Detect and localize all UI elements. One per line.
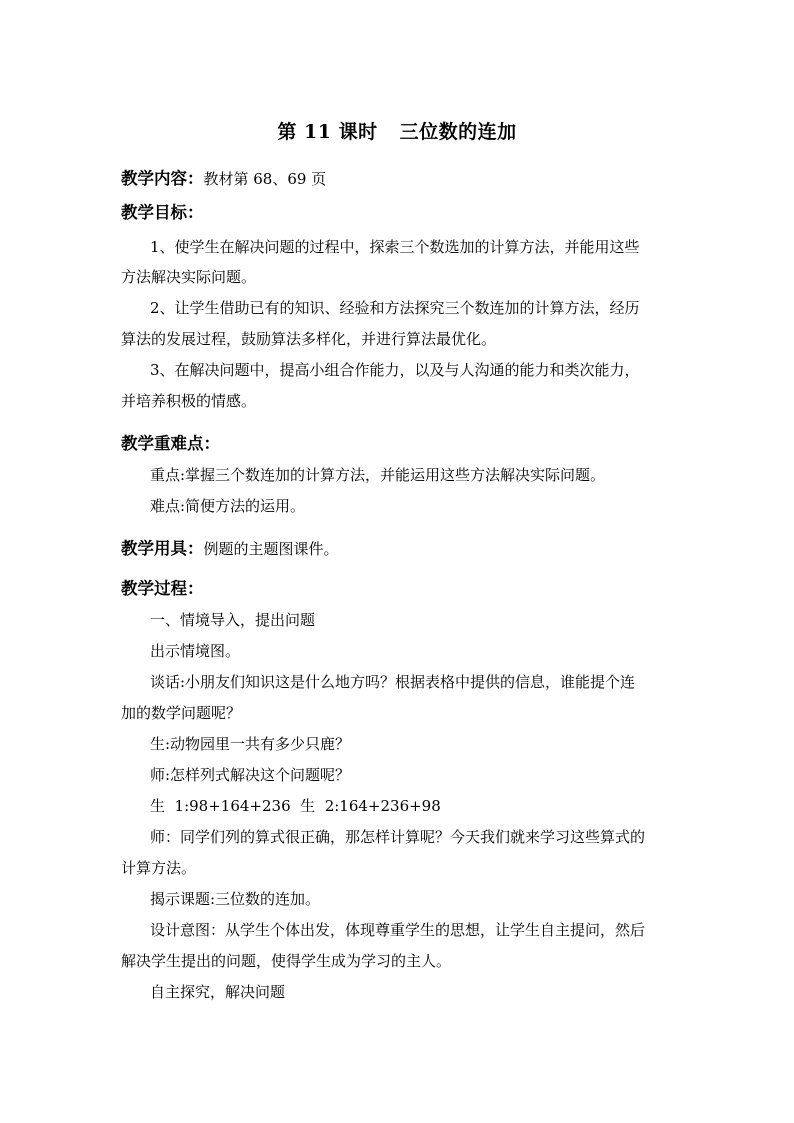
teaching-content xyxy=(121,168,681,190)
teaching-tools-value: 例题的主题图课件。 xyxy=(203,540,339,558)
process-line: 自主探究，解决问题 xyxy=(150,983,286,1001)
teaching-process-heading: 教学过程： xyxy=(121,579,204,598)
goal-2-line-1: 2、让学生借助已有的知识、经验和方法探究三个数连加的计算方法，经历 xyxy=(150,299,640,317)
process-line: 设计意图：从学生个体出发，体现尊重学生的思想，让学生自主提问，然后 xyxy=(150,921,646,939)
key-point: 重点:掌握三个数连加的计算方法，并能运用这些方法解决实际问题。 xyxy=(150,466,606,484)
process-line: 解决学生提出的问题，使得学生成为学习的主人。 xyxy=(121,952,452,970)
goal-1-line-2: 方法解决实际问题。 xyxy=(121,268,257,286)
process-line: 师：同学们列的算式很正确，那怎样计算呢？今天我们就来学习这些算式的 xyxy=(150,828,646,846)
teaching-goals-heading: 教学目标： xyxy=(121,203,204,222)
process-line: 计算方法。 xyxy=(121,859,197,877)
lesson-topic: 三位数的连加 xyxy=(399,121,517,143)
teaching-content-value: 教材第 68、69 页 xyxy=(203,170,327,188)
teaching-content-label: 教学内容： xyxy=(121,169,204,188)
process-line: 生 1:98+164+236 生 2:164+236+98 xyxy=(150,797,441,815)
process-line: 揭示课题:三位数的连加。 xyxy=(150,890,321,908)
process-line: 一、情境导入，提出问题 xyxy=(150,611,316,629)
process-line: 加的数学问题呢？ xyxy=(121,704,242,722)
process-line: 师:怎样列式解决这个问题呢？ xyxy=(150,766,351,784)
goal-1-line-1: 1、使学生在解决问题的过程中，探索三个数选加的计算方法，并能用这些 xyxy=(150,238,640,256)
goal-3-line-2: 并培养积极的情感。 xyxy=(121,392,257,410)
goal-3-line-1: 3、在解决问题中，提高小组合作能力，以及与人沟通的能力和类次能力， xyxy=(150,361,640,379)
teaching-tools xyxy=(121,538,681,560)
difficult-point: 难点:简便方法的运用。 xyxy=(150,497,306,515)
process-line: 谈话:小朋友们知识这是什么地方吗？根据表格中提供的信息，谁能提个连 xyxy=(150,673,636,691)
lesson-number: 第 11 课时 xyxy=(277,121,378,143)
goal-2-line-2: 算法的发展过程，鼓励算法多样化，并进行算法最优化。 xyxy=(121,330,497,348)
process-line: 生:动物园里一共有多少只鹿？ xyxy=(150,735,351,753)
key-points-heading: 教学重难点： xyxy=(121,434,220,453)
teaching-tools-label: 教学用具： xyxy=(121,539,204,558)
page-title xyxy=(0,117,794,144)
process-line: 出示情境图。 xyxy=(150,642,241,660)
